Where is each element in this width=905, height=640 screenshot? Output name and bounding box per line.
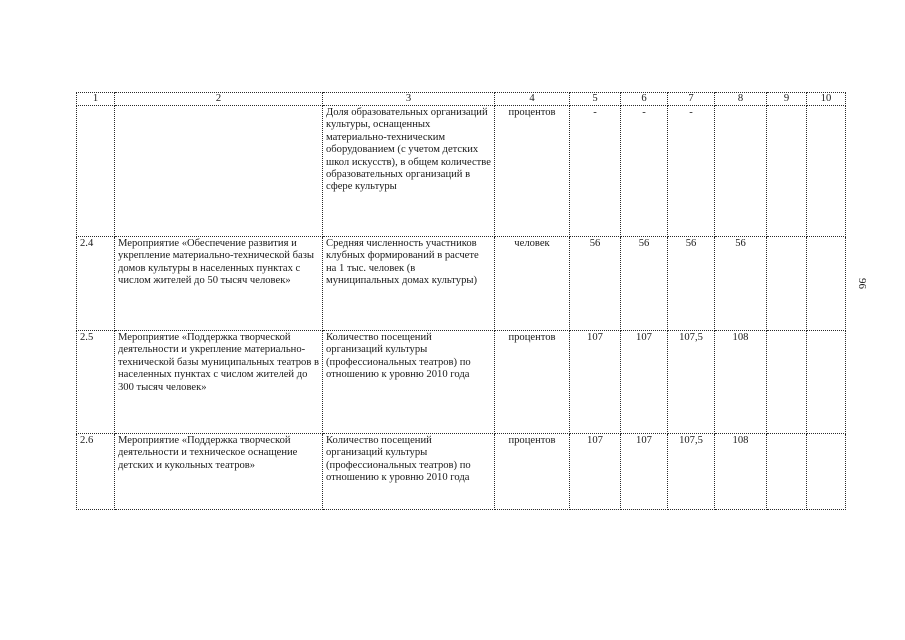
value-col7: 107,5 — [668, 331, 715, 434]
data-table — [76, 92, 846, 510]
event-name: Мероприятие «Поддержка творческой деятельности и укрепление материально-технической базы муниципальных театров в населенных пунктах с числом жителей до 300 тысяч человек» — [115, 331, 323, 434]
event-name: Мероприятие «Поддержка творческой деятельности и техническое оснащение детских и кукольных театров» — [115, 434, 323, 510]
value-col10 — [807, 331, 846, 434]
table-row — [77, 237, 846, 331]
table-header-row — [77, 93, 846, 106]
unit: процентов — [495, 434, 570, 510]
row-number — [77, 106, 115, 237]
row-number: 2.6 — [77, 434, 115, 510]
value-col6: 56 — [621, 237, 668, 331]
value-col6: - — [621, 106, 668, 237]
value-col9 — [767, 434, 807, 510]
header-cell: 2 — [115, 93, 323, 106]
header-cell: 8 — [715, 93, 767, 106]
indicator-name: Средняя численность участников клубных формирований в расчете на 1 тыс. человек (в муниципальных домах культуры) — [323, 237, 495, 331]
value-col8: 56 — [715, 237, 767, 331]
value-col7: 56 — [668, 237, 715, 331]
value-col5: - — [570, 106, 621, 237]
value-col6: 107 — [621, 434, 668, 510]
unit: процентов — [495, 106, 570, 237]
value-col5: 107 — [570, 434, 621, 510]
unit: процентов — [495, 331, 570, 434]
value-col5: 56 — [570, 237, 621, 331]
value-col10 — [807, 237, 846, 331]
header-cell: 5 — [570, 93, 621, 106]
header-cell: 6 — [621, 93, 668, 106]
event-name — [115, 106, 323, 237]
header-cell: 4 — [495, 93, 570, 106]
value-col10 — [807, 106, 846, 237]
value-col9 — [767, 331, 807, 434]
value-col6: 107 — [621, 331, 668, 434]
indicator-name: Доля образовательных организаций культуры, оснащенных материально-техническим оборудованием (с учетом детских школ искусств), в общем количестве образовательных организаций в сфере культуры — [323, 106, 495, 237]
value-col5: 107 — [570, 331, 621, 434]
value-col7: - — [668, 106, 715, 237]
header-cell: 9 — [767, 93, 807, 106]
value-col10 — [807, 434, 846, 510]
indicator-name: Количество посещений организаций культуры (профессиональных театров) по отношению к уровню 2010 года — [323, 434, 495, 510]
value-col9 — [767, 106, 807, 237]
table-row — [77, 106, 846, 237]
value-col8: 108 — [715, 331, 767, 434]
value-col8: 108 — [715, 434, 767, 510]
indicator-name: Количество посещений организаций культуры (профессиональных театров) по отношению к уровню 2010 года — [323, 331, 495, 434]
value-col9 — [767, 237, 807, 331]
page-number: 96 — [856, 278, 868, 289]
row-number: 2.5 — [77, 331, 115, 434]
event-name: Мероприятие «Обеспечение развития и укрепление материально-технической базы домов культуры в населенных пунктах с числом жителей до 50 тысяч человек» — [115, 237, 323, 331]
header-cell: 10 — [807, 93, 846, 106]
header-cell: 7 — [668, 93, 715, 106]
value-col8 — [715, 106, 767, 237]
header-cell: 1 — [77, 93, 115, 106]
table-row — [77, 331, 846, 434]
unit: человек — [495, 237, 570, 331]
header-cell: 3 — [323, 93, 495, 106]
row-number: 2.4 — [77, 237, 115, 331]
value-col7: 107,5 — [668, 434, 715, 510]
table-row — [77, 434, 846, 510]
